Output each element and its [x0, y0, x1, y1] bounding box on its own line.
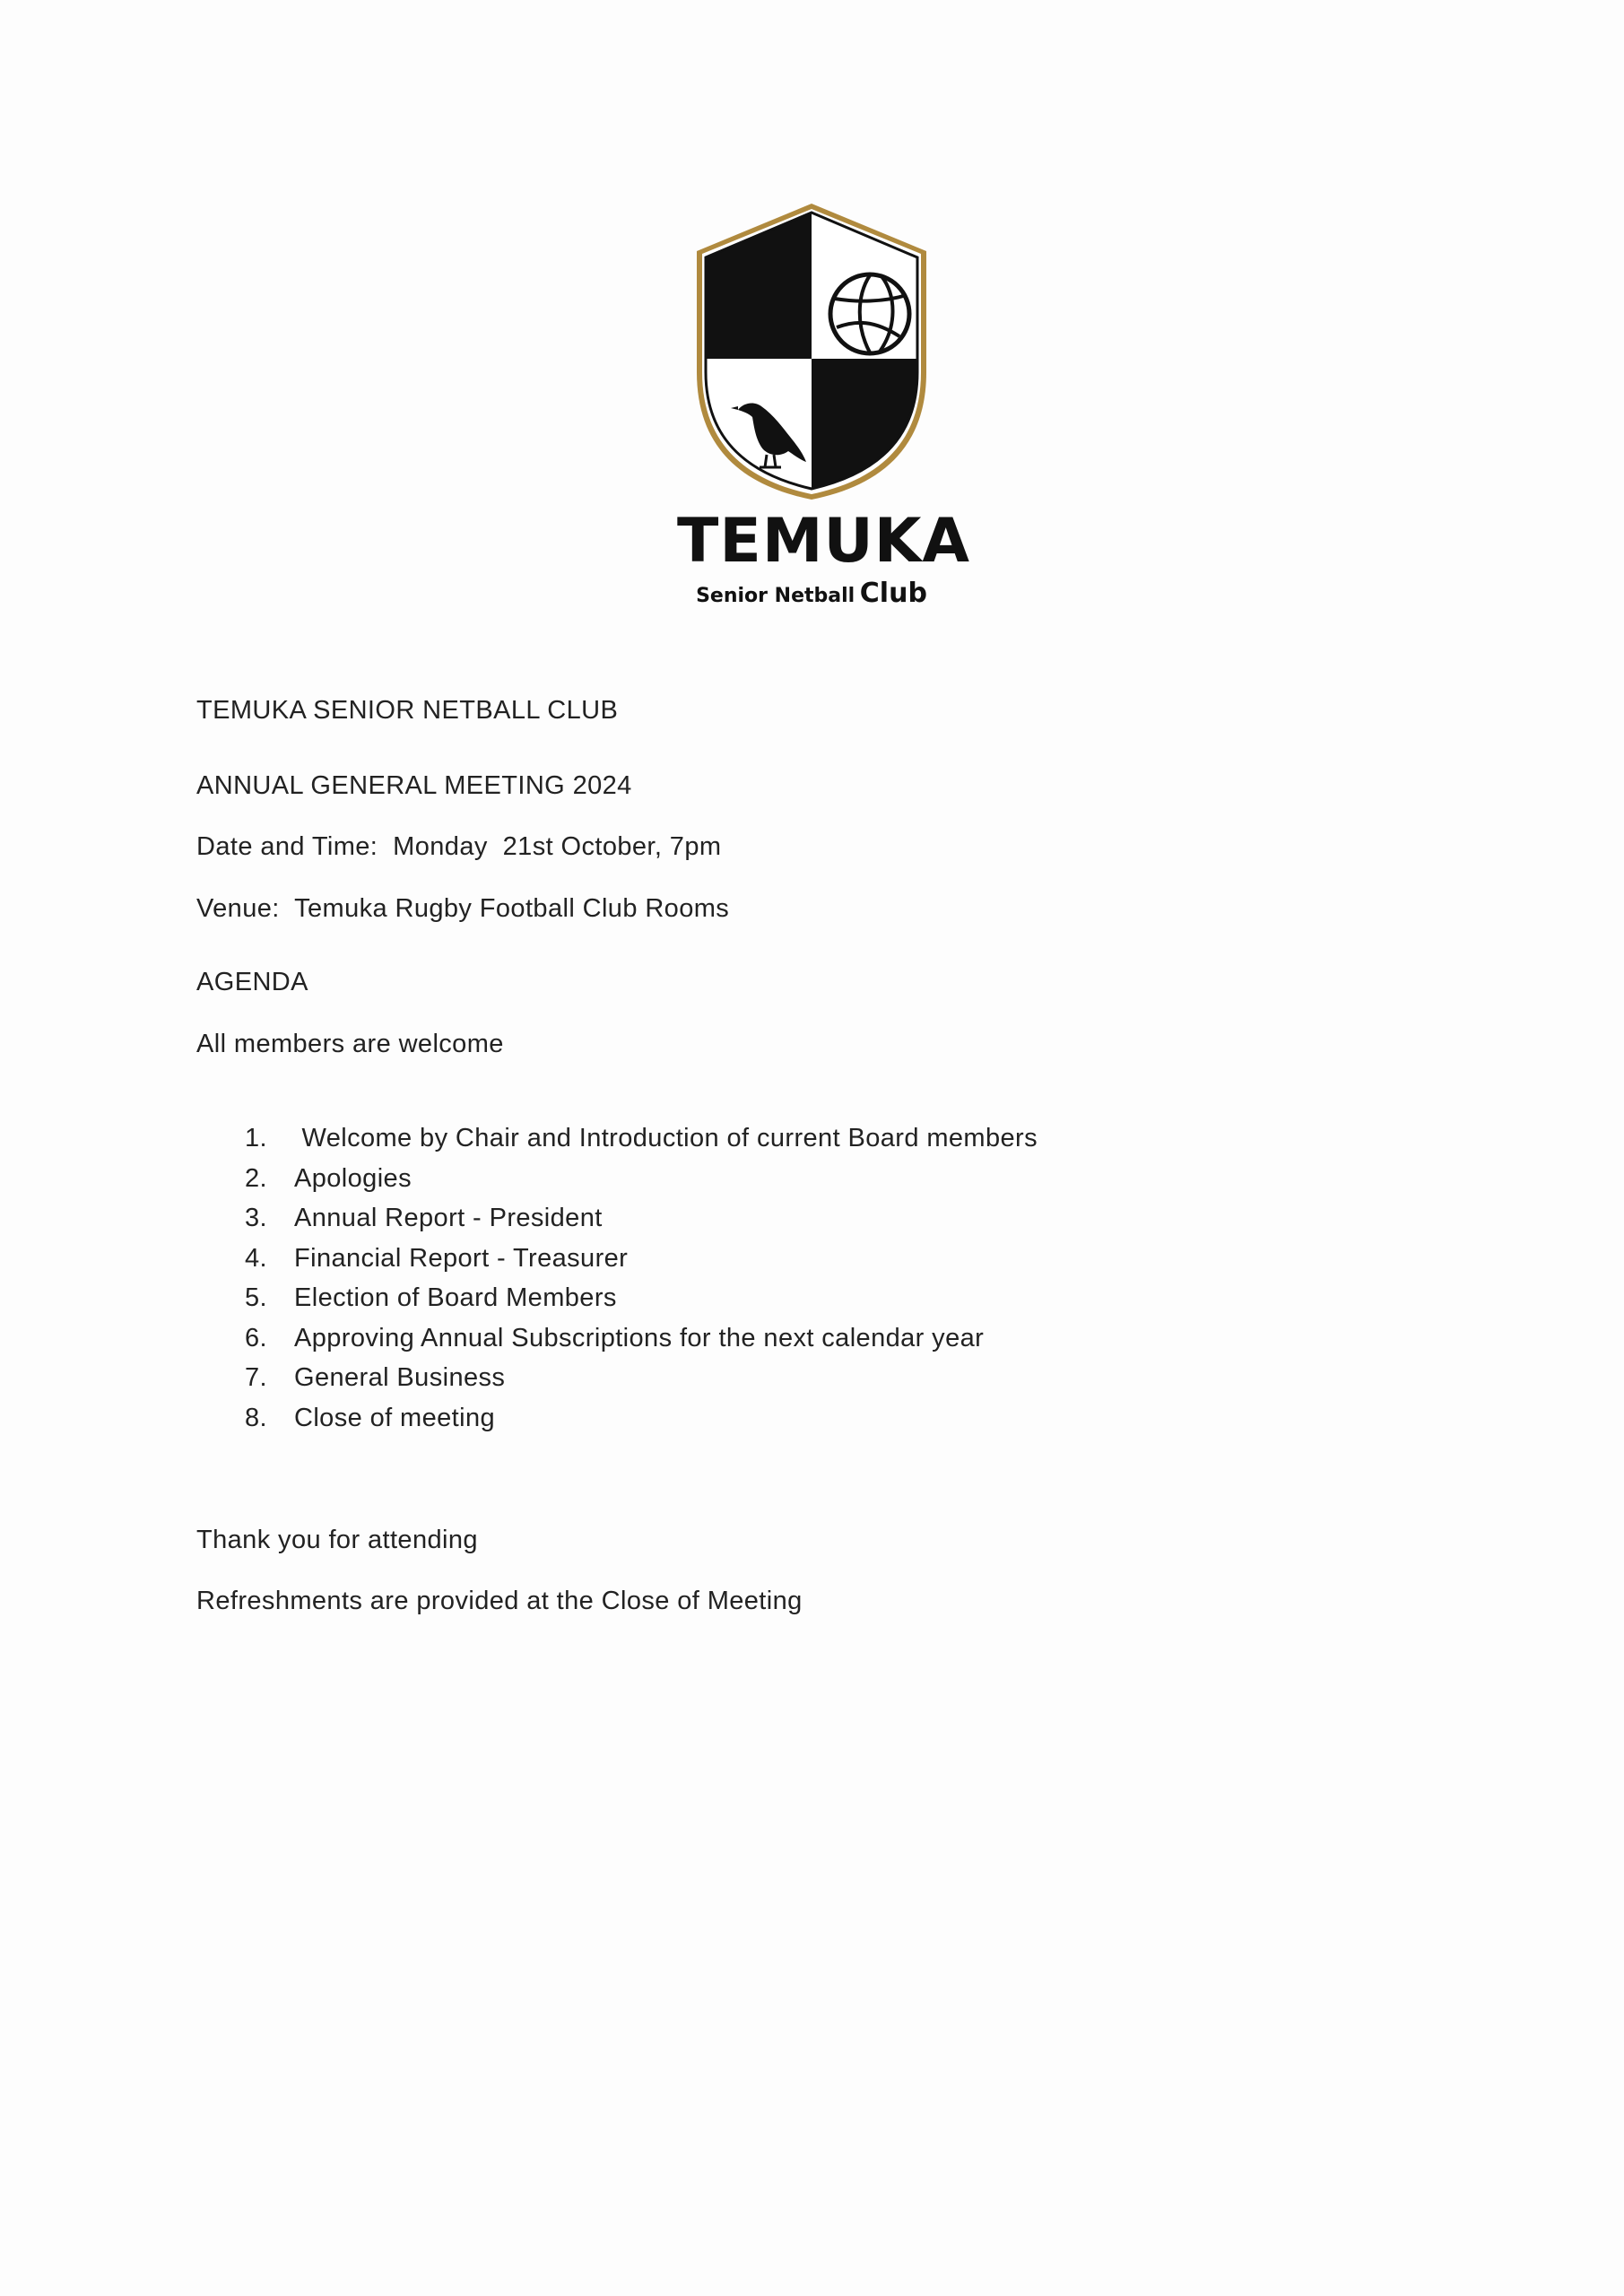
agenda-item [245, 1126, 1038, 1166]
venue: Venue: Temuka Rugby Football Club Rooms [196, 894, 730, 923]
agenda-item-text: Close of meeting [294, 1403, 496, 1432]
club-name: TEMUKA SENIOR NETBALL CLUB [196, 696, 619, 725]
agenda-item-text: Financial Report - Treasurer [294, 1243, 629, 1273]
agenda-heading: AGENDA [196, 968, 308, 996]
agenda-item [245, 1243, 1038, 1286]
club-logo [677, 202, 971, 609]
netball-icon [830, 274, 909, 353]
welcome-note: All members are welcome [196, 1030, 504, 1058]
agenda-item [245, 1323, 1038, 1366]
agenda-item-text: Apologies [294, 1163, 412, 1193]
shield-icon [677, 202, 946, 507]
logo-subtitle-big: Club [859, 578, 927, 609]
agenda-item-number: 3. [245, 1204, 267, 1232]
logo-subtitle [677, 580, 946, 607]
agenda-item [245, 1365, 1038, 1405]
agenda-list [245, 1126, 1038, 1445]
agenda-item [245, 1285, 1038, 1326]
agenda-item [245, 1205, 1038, 1246]
agenda-item-text: Approving Annual Subscriptions for the next calendar year [294, 1323, 985, 1352]
agenda-item-number: 7. [245, 1363, 267, 1392]
refreshments-note: Refreshments are provided at the Close of Meeting [196, 1587, 803, 1615]
thanks-note: Thank you for attending [196, 1526, 478, 1554]
agenda-item-text: Election of Board Members [294, 1283, 617, 1312]
agenda-item [245, 1405, 1038, 1446]
meeting-title: ANNUAL GENERAL MEETING 2024 [196, 771, 632, 800]
agenda-item-number: 6. [245, 1323, 267, 1352]
agenda-item-number: 5. [245, 1283, 267, 1312]
logo-title: TEMUKA [677, 506, 971, 577]
agenda-item-text: Annual Report - President [294, 1204, 603, 1232]
agenda-item-number: 4. [245, 1243, 267, 1273]
agenda-item-number: 8. [245, 1403, 267, 1432]
agenda-item [245, 1163, 1038, 1206]
logo-subtitle-small: Senior Netball [696, 585, 855, 607]
agenda-item-number: 1. [245, 1124, 267, 1152]
date-time: Date and Time: Monday 21st October, 7pm [196, 832, 722, 861]
agenda-item-text: Welcome by Chair and Introduction of current Board members [294, 1124, 1038, 1152]
agenda-item-number: 2. [245, 1163, 267, 1193]
agenda-item-text: General Business [294, 1363, 506, 1392]
